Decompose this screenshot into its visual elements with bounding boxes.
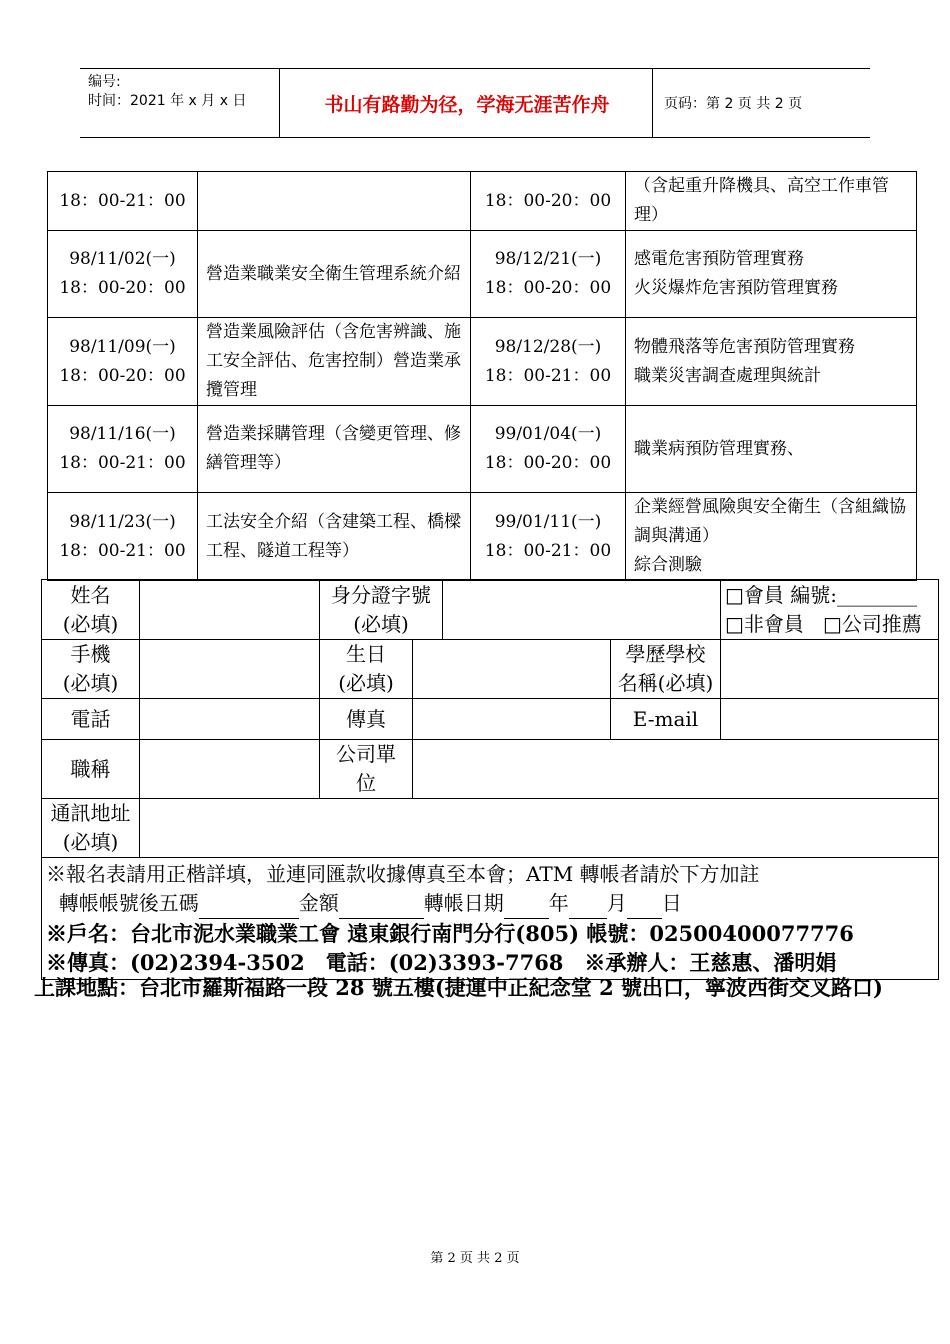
birthday-field[interactable] (413, 640, 611, 699)
note-line-2: 轉帳帳號後五碼 金額 轉帳日期 年 月 日 (46, 889, 934, 919)
course-schedule-table (47, 171, 917, 581)
phone-label: 電話 (42, 699, 140, 740)
schedule-row (48, 318, 917, 406)
number-label: 编号: (88, 74, 121, 90)
fax-label: 傳真 (320, 699, 413, 740)
schedule-row (48, 493, 917, 581)
schedule-topic: 感電危害預防管理實務 火災爆炸危害預防管理實務 (626, 231, 917, 318)
birthday-label: 生日 (必填) (320, 640, 413, 699)
page-label: 页码：第 2 页 共 2 页 (664, 96, 803, 112)
membership-options (721, 580, 939, 640)
form-row-mobile (42, 640, 939, 699)
form-row-address (42, 799, 939, 858)
schedule-topic: 職業病預防管理實務、 (626, 406, 917, 493)
company-recommend-checkbox[interactable]: □公司推薦 (822, 611, 922, 636)
form-row-title (42, 740, 939, 799)
schedule-date: 99/01/11(一) 18：00-21：00 (471, 493, 626, 581)
motto: 书山有路勤为径，学海无涯苦作舟 (282, 69, 653, 137)
form-row-name (42, 580, 939, 640)
school-field[interactable] (721, 640, 939, 699)
schedule-date: 98/11/02(一) 18：00-20：00 (48, 231, 198, 318)
schedule-topic: 企業經營風險與安全衛生（含組織協調與溝通） 綜合測驗 (626, 493, 917, 581)
schedule-topic: 工法安全介紹（含建築工程、橋樑工程、隧道工程等） (198, 493, 471, 581)
schedule-topic: 營造業風險評估（含危害辨識、施工安全評估、危害控制）營造業承攬管理 (198, 318, 471, 406)
company-label: 公司單 位 (320, 740, 413, 799)
registration-form (41, 579, 939, 980)
email-field[interactable] (721, 699, 939, 740)
address-label: 通訊地址 (必填) (42, 799, 140, 858)
form-row-phone (42, 699, 939, 740)
amount-blank[interactable] (339, 889, 424, 919)
schedule-date: 98/12/28(一) 18：00-21：00 (471, 318, 626, 406)
contact-line: ※傳真：(02)2394-3502 電話：(02)3393-7768 ※承辦人：王慈惠、潘明娟 (46, 950, 837, 975)
nonmember-checkbox[interactable]: □非會員 (725, 611, 804, 636)
schedule-topic: （含起重升降機具、高空工作車管理） (626, 172, 917, 231)
page-footer: 第 2 页 共 2 页 (430, 1251, 520, 1266)
schedule-topic: 營造業採購管理（含變更管理、修繕管理等） (198, 406, 471, 493)
mobile-field[interactable] (140, 640, 320, 699)
schedule-date: 98/11/09(一) 18：00-20：00 (48, 318, 198, 406)
form-row-notes (42, 858, 939, 980)
schedule-date: 98/12/21(一) 18：00-20：00 (471, 231, 626, 318)
mobile-label: 手機 (必填) (42, 640, 140, 699)
address-field[interactable] (140, 799, 939, 858)
id-label: 身分證字號 (必填) (320, 580, 443, 640)
transfer-month-blank[interactable] (569, 889, 607, 919)
title-field[interactable] (140, 740, 320, 799)
email-label: E-mail (611, 699, 721, 740)
transfer-year-blank[interactable] (504, 889, 549, 919)
transfer-day-blank[interactable] (627, 889, 662, 919)
schedule-topic (198, 172, 471, 231)
schedule-date: 18：00-21：00 (48, 172, 198, 231)
schedule-row (48, 406, 917, 493)
time-label: 时间：2021 年 x 月 x 日 (88, 93, 247, 109)
form-notes (42, 858, 939, 980)
member-checkbox[interactable]: □會員 編號:________ (725, 582, 917, 607)
page-header (80, 68, 870, 138)
schedule-date: 98/11/23(一) 18：00-21：00 (48, 493, 198, 581)
schedule-topic: 物體飛落等危害預防管理實務 職業災害調查處理與統計 (626, 318, 917, 406)
schedule-date: 98/11/16(一) 18：00-21：00 (48, 406, 198, 493)
schedule-topic: 營造業職業安全衛生管理系統介紹 (198, 231, 471, 318)
id-field[interactable] (443, 580, 721, 640)
note-line-1: ※報名表請用正楷詳填，並連同匯款收據傳真至本會；ATM 轉帳者請於下方加註 (46, 862, 760, 886)
name-field[interactable] (140, 580, 320, 640)
title-label: 職稱 (42, 740, 140, 799)
schedule-row (48, 231, 917, 318)
schedule-date: 18：00-20：00 (471, 172, 626, 231)
name-label: 姓名 (必填) (42, 580, 140, 640)
venue-address: 上課地點：台北市羅斯福路一段 28 號五樓(捷運中正紀念堂 2 號出口，寧波西街交叉路口) (34, 975, 883, 1000)
header-meta (80, 69, 280, 137)
phone-field[interactable] (140, 699, 320, 740)
company-field[interactable] (413, 740, 939, 799)
bank-account-line: ※戶名：台北市泥水業職業工會 遠東銀行南門分行(805) 帳號：02500400077776 (46, 921, 854, 946)
fax-field[interactable] (413, 699, 611, 740)
account-last5-blank[interactable] (199, 889, 299, 919)
schedule-row (48, 172, 917, 231)
school-label: 學歷學校 名稱(必填) (611, 640, 721, 699)
schedule-date: 99/01/04(一) 18：00-20：00 (471, 406, 626, 493)
